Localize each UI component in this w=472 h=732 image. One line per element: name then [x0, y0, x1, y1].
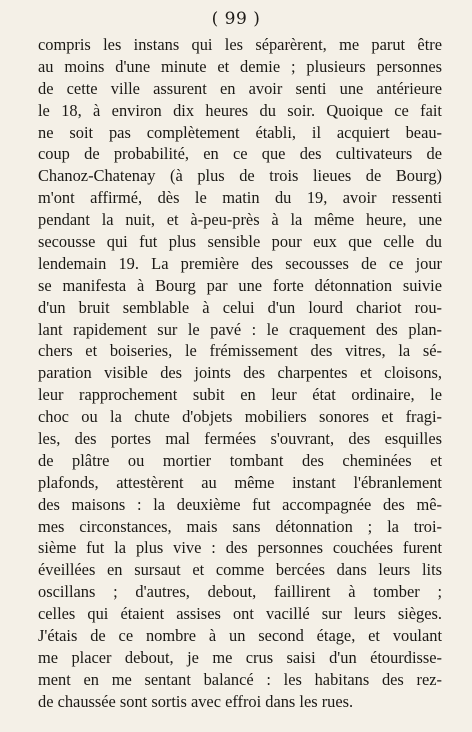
text-line: celles qui étaient assises ont vacillé sur leurs sièges.	[38, 604, 442, 624]
text-line: compris les instans qui les séparèrent, me parut être	[38, 35, 442, 54]
text-line: secousse qui fut plus sensible pour eux que celle du	[38, 232, 442, 252]
text-line: choc ou la chute d'objets mobiliers sonores et fragi-	[38, 407, 442, 427]
page-number: ( 99 )	[211, 9, 261, 29]
text-line: de chaussée sont sortis avec effroi dans les rues.	[38, 691, 354, 711]
body-text	[38, 34, 442, 713]
text-line: des maisons : la deuxième fut accompagnée des mê-	[38, 494, 442, 514]
text-line: m'ont affirmé, dès le matin du 19, avoir ressenti	[38, 188, 442, 208]
text-line: coup de probabilité, en ce que des cultivateurs de	[38, 144, 442, 164]
text-line: de plâtre ou mortier tombant des cheminées et	[38, 450, 442, 470]
text-line: pendant la nuit, et à-peu-près à la même heure, une	[38, 210, 442, 230]
text-line: chers et boiseries, le frémissement des vitres, la sé-	[38, 341, 442, 361]
text-line: les, des portes mal fermées s'ouvrant, des esquilles	[38, 429, 442, 449]
text-line: au moins d'une minute et demie ; plusieurs personnes	[38, 56, 442, 76]
text-line: paration visible des joints des charpentes et cloisons,	[38, 363, 442, 383]
text-line: mes circonstances, mais sans détonnation ; la troi-	[38, 516, 442, 536]
text-line: lant rapidement sur le pavé : le craquement des plan-	[38, 319, 442, 339]
text-line: sième fut la plus vive : des personnes couchées furent	[38, 538, 442, 558]
text-line: éveillées en sursaut et comme bercées dans leurs lits	[38, 560, 442, 580]
text-line: Chanoz-Chatenay (à plus de trois lieues de Bourg)	[38, 166, 442, 186]
text-line: oscillans ; d'autres, debout, faillirent à tomber ;	[38, 582, 442, 602]
text-line: se manifesta à Bourg par une forte détonnation suivie	[38, 275, 442, 295]
text-line: leur rapprochement subit en leur état ordinaire, le	[38, 385, 442, 405]
text-line: lendemain 19. La première des secousses de ce jour	[38, 253, 442, 273]
text-line: le 18, à environ dix heures du soir. Quoique ce fait	[38, 100, 442, 120]
text-line: ne soit pas complètement établi, il acquiert beau-	[38, 122, 442, 142]
text-line: ment en me sentant balancé : les habitans des rez-	[38, 669, 442, 689]
text-line: d'un bruit semblable à celui d'un lourd chariot rou-	[38, 297, 442, 317]
text-line: me placer debout, je me crus saisi d'un étourdisse-	[38, 647, 442, 667]
text-line: de cette ville assurent en avoir senti une antérieure	[38, 78, 442, 98]
text-line: J'étais de ce nombre à un second étage, et voulant	[38, 626, 442, 646]
text-line: plafonds, attestèrent au même instant l'ébranlement	[38, 472, 442, 492]
